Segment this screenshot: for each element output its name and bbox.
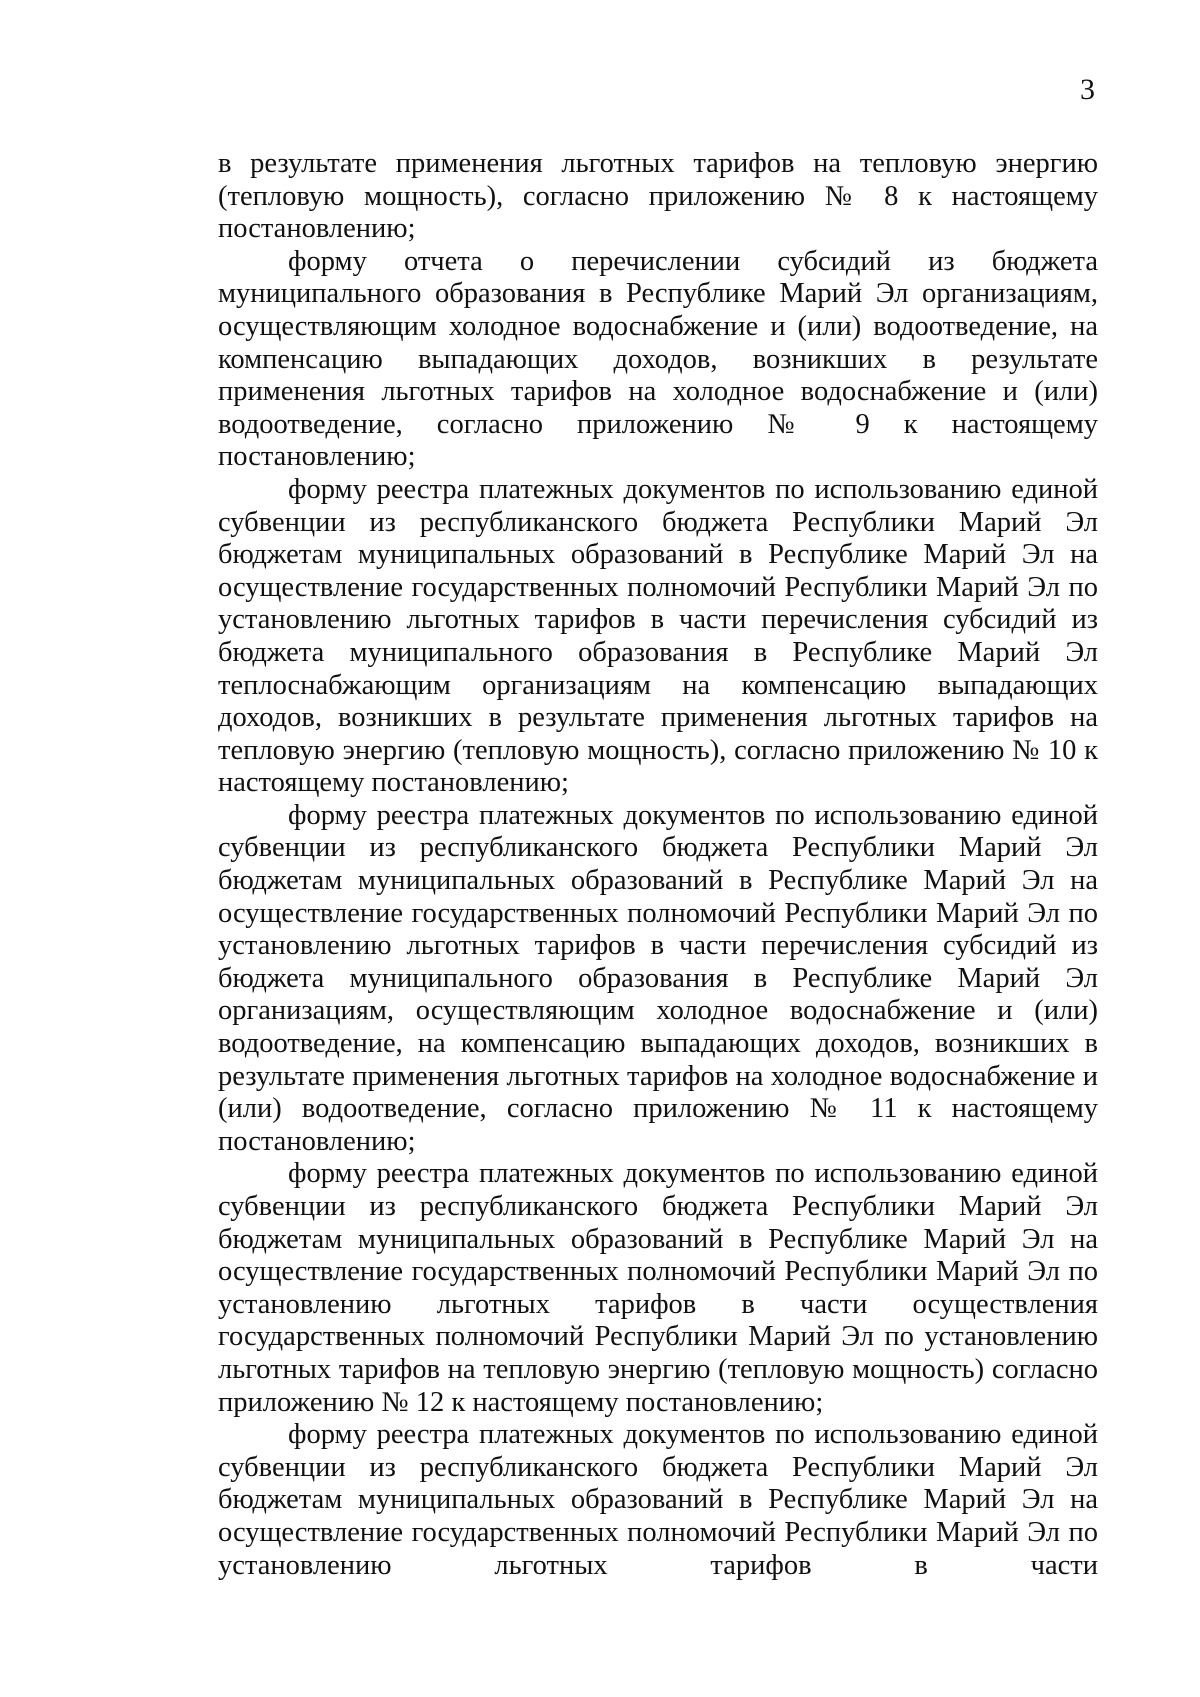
paragraph-registry-form-heat-subsidy: форму реестра платежных документов по использованию единой субвенции из республиканского бюджета Республики Марий Эл бюджетам муниципальных образований в Республике Марий Эл на осуществление государственных полномочий Республики Марий Эл по установлению льготных тарифов в части перечисления субсидий из бюджета муниципального образования в Республике Марий Эл теплоснабжающим организациям на компенсацию выпадающих доходов, возникших в результате применения льготных тарифов на тепловую энергию (тепловую мощность), согласно приложению № 10 к настоящему постановлению;: [218, 473, 1098, 799]
paragraph-registry-form-water-subsidy: форму реестра платежных документов по использованию единой субвенции из республиканского бюджета Республики Марий Эл бюджетам муниципальных образований в Республике Марий Эл на осуществление государственных полномочий Республики Марий Эл по установлению льготных тарифов в части перечисления субсидий из бюджета муниципального образования в Республике Марий Эл организациям, осуществляющим холодное водоснабжение и (или) водоотведение, на компенсацию выпадающих доходов, возникших в результате применения льготных тарифов на холодное водоснабжение и (или) водоотведение, согласно приложению № 11 к настоящему постановлению;: [218, 799, 1098, 1157]
paragraph-continuation: в результате применения льготных тарифов на тепловую энергию (тепловую мощность), согласно приложению № 8 к настоящему постановлению;: [218, 148, 1098, 245]
document-body: [218, 148, 1098, 1582]
paragraph-report-form-water: форму отчета о перечислении субсидий из бюджета муниципального образования в Республике Марий Эл организациям, осуществляющим холодное водоснабжение и (или) водоотведение, на компенсацию выпадающих доходов, возникших в результате применения льготных тарифов на холодное водоснабжение и (или) водоотведение, согласно приложению № 9 к настоящему постановлению;: [218, 245, 1098, 473]
paragraph-registry-form-heat-powers: форму реестра платежных документов по использованию единой субвенции из республиканского бюджета Республики Марий Эл бюджетам муниципальных образований в Республике Марий Эл на осуществление государственных полномочий Республики Марий Эл по установлению льготных тарифов в части осуществления государственных полномочий Республики Марий Эл по установлению льготных тарифов на тепловую энергию (тепловую мощность) согласно приложению № 12 к настоящему постановлению;: [218, 1158, 1098, 1418]
paragraph-registry-form-continued: форму реестра платежных документов по использованию единой субвенции из республиканского бюджета Республики Марий Эл бюджетам муниципальных образований в Республике Марий Эл на осуществление государственных полномочий Республики Марий Эл по установлению льготных тарифов в части: [218, 1419, 1098, 1581]
page-number: 3: [1080, 73, 1095, 106]
